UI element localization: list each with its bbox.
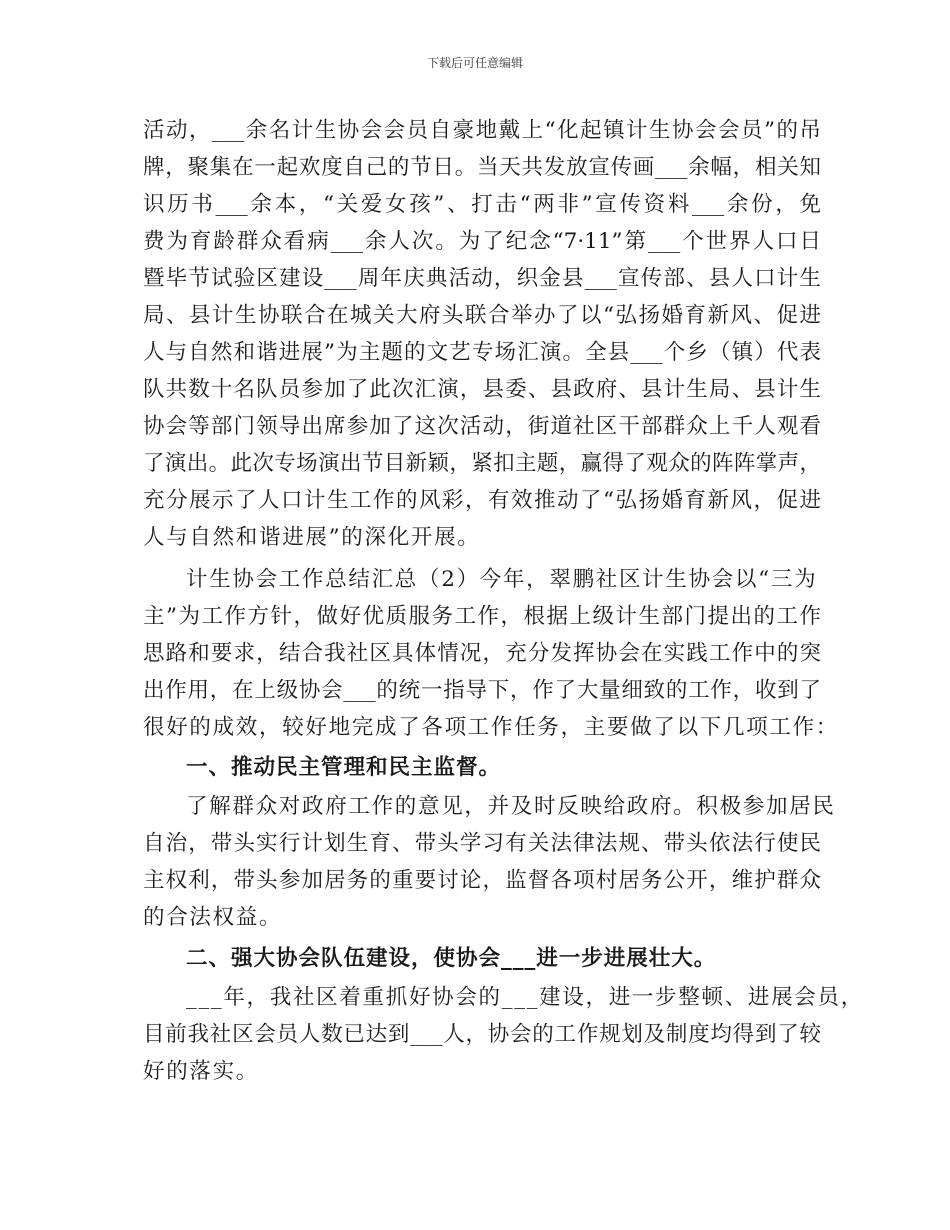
body-line-7: 人与自然和谐进展”为主题的文艺专场汇演。全县___个乡（镇）代表 bbox=[143, 340, 821, 365]
body-line-26: 好的落实。 bbox=[143, 1059, 260, 1084]
body-line-11: 充分展示了人口计生工作的风彩，有效推动了“弘扬婚育新风，促进 bbox=[143, 488, 821, 513]
body-line-24: ___年，我社区着重抓好协会的___建设，进一步整顿、进展会员， bbox=[186, 985, 864, 1010]
body-line-6: 局、县计生协联合在城关大府头联合举办了以“弘扬婚育新风、促进 bbox=[143, 303, 821, 328]
body-line-22: 的合法权益。 bbox=[143, 905, 283, 930]
body-line-3: 识历书___余本，“关爱女孩”、打击“两非”宣传资料___余份，免 bbox=[143, 192, 821, 217]
body-line-25: 目前我社区会员人数已达到___人，协会的工作规划及制度均得到了较 bbox=[143, 1022, 821, 1047]
body-line-9: 协会等部门领导出席参加了这次活动，街道社区干部群众上千人观看 bbox=[143, 414, 821, 439]
section-heading-1: 一、推动民主管理和民主监督。 bbox=[186, 755, 502, 780]
body-line-8: 队共数十名队员参加了此次汇演，县委、县政府、县计生局、县计生 bbox=[143, 377, 821, 402]
body-line-2: 牌，聚集在一起欢度自己的节日。当天共发放宣传画___余幅，相关知 bbox=[143, 155, 821, 180]
body-line-12: 人与自然和谐进展”的深化开展。 bbox=[143, 525, 481, 550]
body-line-10: 了演出。此次专场演出节目新颖，紧扣主题，赢得了观众的阵阵掌声， bbox=[143, 451, 821, 476]
page-header: 下载后可任意编辑 bbox=[426, 56, 523, 70]
body-line-19: 了解群众对政府工作的意见，并及时反映给政府。积极参加居民 bbox=[186, 794, 836, 819]
section-heading-2: 二、强大协会队伍建设，使协会___进一步进展壮大。 bbox=[186, 946, 717, 971]
body-line-20: 自治，带头实行计划生育、带头学习有关法律法规、带头依法行使民 bbox=[143, 831, 821, 856]
body-line-15: 思路和要求，结合我社区具体情况，充分发挥协会在实践工作中的突 bbox=[143, 641, 821, 666]
body-line-17: 很好的成效，较好地完成了各项工作任务，主要做了以下几项工作： bbox=[143, 715, 840, 740]
body-line-21: 主权利，带头参加居务的重要讨论，监督各项村居务公开，维护群众 bbox=[143, 868, 821, 893]
body-line-4: 费为育龄群众看病___余人次。为了纪念“7·11”第___个世界人口日 bbox=[143, 229, 821, 254]
body-line-5: 暨毕节试验区建设___周年庆典活动，织金县___宣传部、县人口计生 bbox=[143, 266, 821, 291]
body-line-16: 出作用，在上级协会___的统一指导下，作了大量细致的工作，收到了 bbox=[143, 678, 821, 703]
body-line-14: 主”为工作方针，做好优质服务工作，根据上级计生部门提出的工作 bbox=[143, 604, 821, 629]
body-line-1: 活动，___余名计生协会会员自豪地戴上“化起镇计生协会会员”的吊 bbox=[143, 118, 821, 143]
body-line-13: 计生协会工作总结汇总（2）今年，翠鹏社区计生协会以“三为 bbox=[186, 567, 818, 592]
